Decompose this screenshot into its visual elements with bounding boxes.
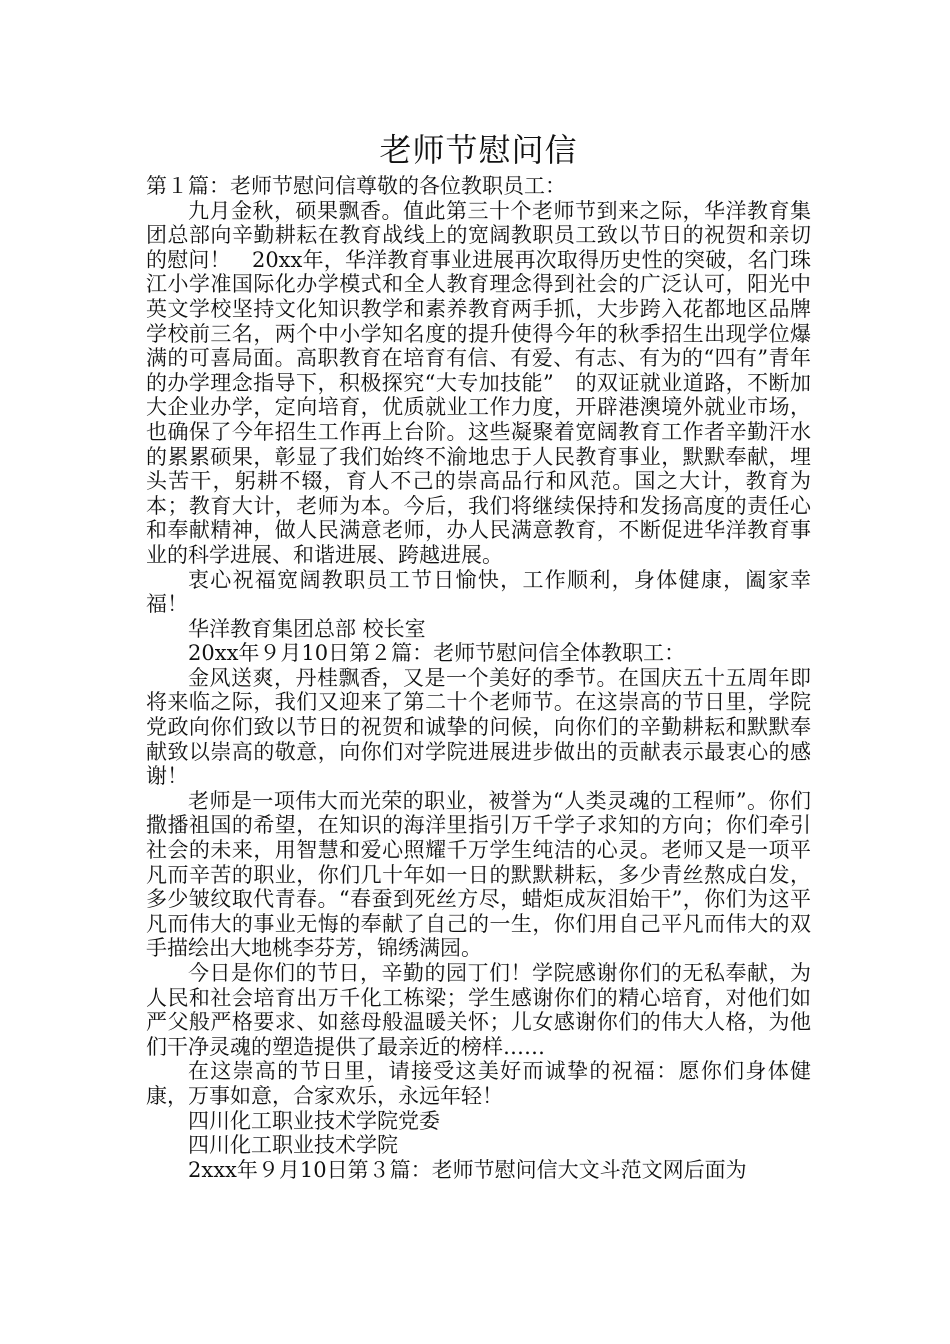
signature-line: 华洋教育集团总部 校长室 bbox=[188, 616, 426, 641]
paragraph: 九月金秋，硕果飘香。值此第三十个老师节到来之际，华洋教育集团总部向辛勤耕耘在教育战线上的宽阔教职员工致以节日的祝贺和亲切的慰问！ 20xx年，华洋教育事业进展再次取得历史性的突破，名门珠江小学准国际化办学模式和全人教育理念得到社会的广泛认可，阳光中英文学校坚持文化知识教学和素养教育两手抓，大步跨入花都地区品牌学校前三名，两个中小学知名度的提升使得今年的秋季招生出现学位爆满的可喜局面。高职教育在培育有信、有爱、有志、有为的“四有”青年的办学理念指导下，积极探究“大专加技能” 的双证就业道路，不断加大企业办学，定向培育，优质就业工作力度，开辟港澳境外就业市场，也确保了今年招生工作再上台阶。这些凝聚着宽阔教育工作者辛勤汗水的累累硕果，彰显了我们始终不渝地忠于人民教育事业，默默奉献，埋头苦干，躬耕不辍，育人不己的崇高品行和风范。国之大计，教育为本；教育大计，老师为本。今后，我们将继续保持和发扬高度的责任心和奉献精神，做人民满意老师，办人民满意教育，不断促进华洋教育事业的科学进展、和谐进展、跨越进展。 bbox=[146, 198, 811, 567]
document-body bbox=[146, 174, 811, 1182]
paragraph: 第１篇：老师节慰问信尊敬的各位教职员工： bbox=[146, 174, 566, 198]
document-title: 老师节慰问信 bbox=[379, 131, 578, 169]
paragraph: 老师是一项伟大而光荣的职业，被誉为“人类灵魂的工程师”。你们撒播祖国的希望，在知识的海洋里指引万千学子求知的方向；你们牵引社会的未来，用智慧和爱心照耀千万学生纯洁的心灵。老师又是一项平凡而辛苦的职业，你们几十年如一日的默默耕耘，多少青丝熬成白发，多少皱纹取代青春。“春蚕到死丝方尽，蜡炬成灰泪始干”，你们为这平凡而伟大的事业无悔的奉献了自己的一生，你们用自己平凡而伟大的双手描绘出大地桃李芬芳，锦绣满园。 bbox=[146, 788, 811, 961]
paragraph: 金风送爽，丹桂飘香，又是一个美好的季节。在国庆五十五周年即将来临之际，我们又迎来了第二十个老师节。在这崇高的节日里，学院党政向你们致以节日的祝贺和诚挚的问候，向你们的辛勤耕耘和默默奉献致以崇高的敬意，向你们对学院进展进步做出的贡献表示最衷心的感谢！ bbox=[146, 665, 811, 789]
paragraph: 20xx年９月10日第２篇：老师节慰问信全体教职工： bbox=[188, 641, 686, 666]
paragraph: 在这崇高的节日里，请接受这美好而诚挚的祝福：愿你们身体健康，万事如意，合家欢乐，永远年轻！ bbox=[146, 1059, 811, 1108]
paragraph: 2xxx年９月10日第３篇：老师节慰问信大文斗范文网后面为 bbox=[188, 1157, 747, 1182]
paragraph: 今日是你们的节日，辛勤的园丁们！学院感谢你们的无私奉献，为人民和社会培育出万千化工栋梁；学生感谢你们的精心培育，对他们如严父般严格要求、如慈母般温暖关怀；儿女感谢你们的伟大人格，为他们干净灵魂的塑造提供了最亲近的榜样…… bbox=[146, 961, 811, 1059]
paragraph: 衷心祝福宽阔教职员工节日愉快，工作顺利，身体健康，阖家幸福！ bbox=[146, 567, 811, 617]
document-page bbox=[146, 128, 811, 1182]
signature-line: 四川化工职业技术学院党委 bbox=[188, 1108, 440, 1133]
signature-line: 四川化工职业技术学院 bbox=[188, 1133, 398, 1158]
